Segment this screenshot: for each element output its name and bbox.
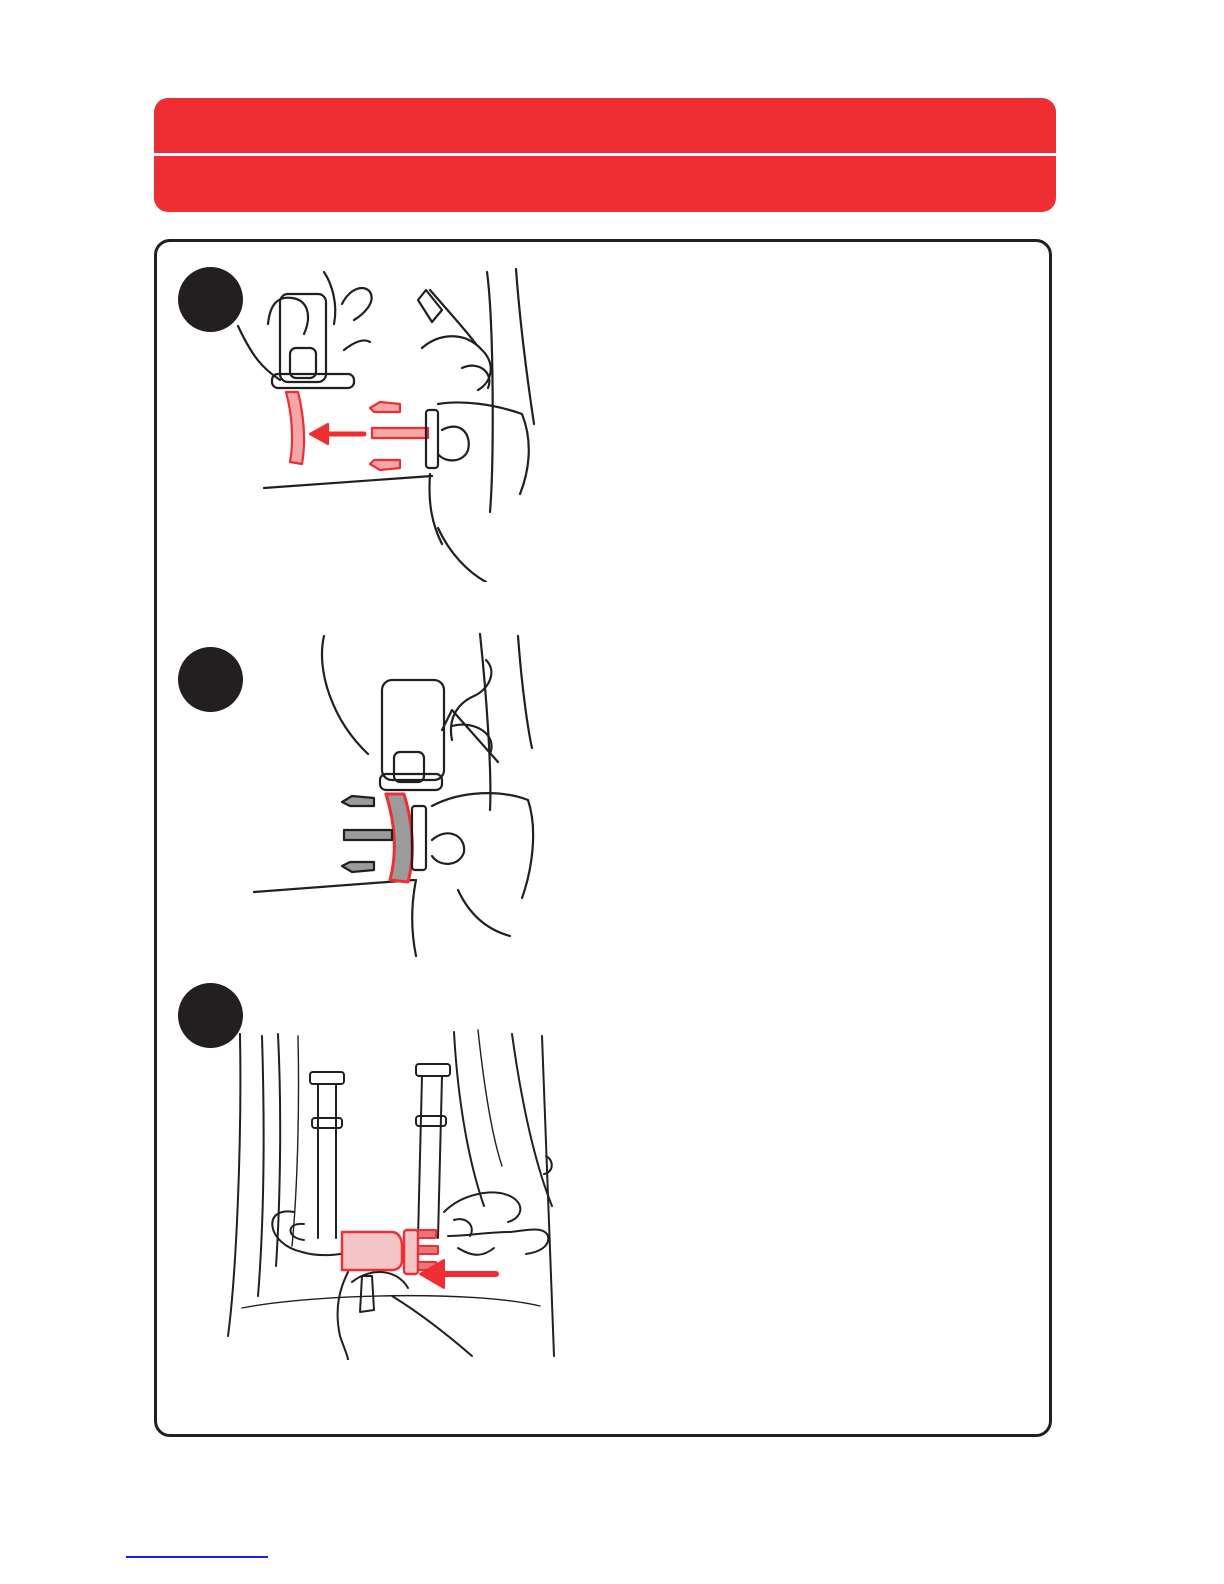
footer-link[interactable] (126, 1556, 268, 1558)
step-2-illustration (252, 630, 542, 960)
header-banner (154, 98, 1056, 212)
header-divider (154, 153, 1056, 156)
step-2-marker (178, 647, 243, 712)
step-1-illustration (232, 264, 542, 582)
step-3-illustration (222, 1026, 558, 1360)
